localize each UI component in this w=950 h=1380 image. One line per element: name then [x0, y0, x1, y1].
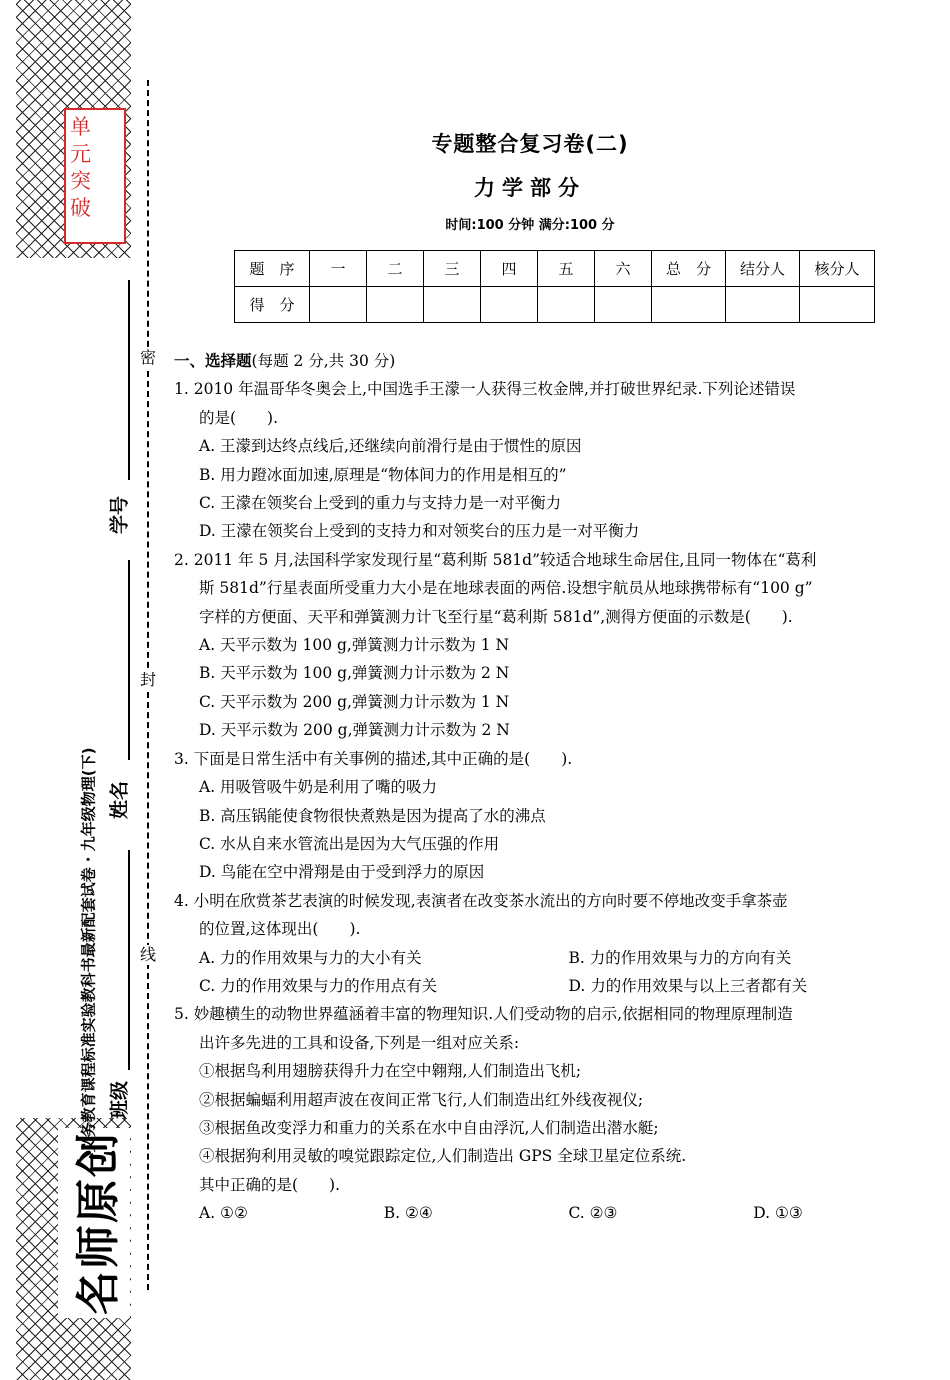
q5-option-c[interactable]: C. ②③ — [568, 1204, 618, 1223]
student-no-text: 学号 — [108, 495, 131, 535]
score-entry-cell[interactable] — [538, 287, 595, 323]
score-cell: 三 — [424, 251, 481, 287]
q5-option-b[interactable]: B. ②④ — [383, 1204, 433, 1223]
score-cell: 五 — [538, 251, 595, 287]
score-entry-cell[interactable] — [367, 287, 424, 323]
name-text: 姓名 — [108, 780, 131, 820]
q1-option-c[interactable]: C. 王濛在领奖台上受到的重力与支持力是一对平衡力 — [199, 494, 562, 513]
q5-option-a[interactable]: A. ①② — [199, 1204, 248, 1223]
score-cell: 核分人 — [800, 251, 875, 287]
section-heading — [174, 347, 938, 375]
q4-options-row1 — [174, 944, 938, 972]
score-cell: 结分人 — [726, 251, 800, 287]
q2-option-c[interactable]: C. 天平示数为 200 g,弹簧测力计示数为 1 N — [199, 692, 510, 711]
score-cell: 六 — [595, 251, 652, 287]
score-entry-cell[interactable] — [310, 287, 367, 323]
score-entry-cell[interactable] — [800, 287, 875, 323]
q4-option-b[interactable]: B. 力的作用效果与力的方向有关 — [568, 948, 792, 967]
section-title: 一、选择题 — [174, 352, 252, 370]
score-table — [234, 250, 875, 323]
q1-stem: 1. 2010 年温哥华冬奥会上,中国选手王濛一人获得三枚金牌,并打破世界纪录.下列论述错误 — [174, 380, 796, 399]
question-content — [174, 347, 938, 1228]
score-entry-cell[interactable] — [424, 287, 481, 323]
q5-statement-4: ④根据狗利用灵敏的嗅觉跟踪定位,人们制造出 GPS 全球卫星定位系统. — [199, 1147, 687, 1166]
unit-stamp-text: 单元突破 — [70, 115, 91, 220]
q4-stem-cont: 的位置,这体现出( ). — [199, 920, 361, 939]
score-cell: 一 — [310, 251, 367, 287]
q5-statement-2: ②根据蝙蝠利用超声波在夜间正常飞行,人们制造出红外线夜视仪; — [199, 1090, 644, 1109]
score-cell: 四 — [481, 251, 538, 287]
score-cell: 总 分 — [652, 251, 726, 287]
q3-option-a[interactable]: A. 用吸管吸牛奶是利用了嘴的吸力 — [199, 778, 438, 797]
q1-option-a[interactable]: A. 王濛到达终点线后,还继续向前滑行是由于惯性的原因 — [199, 437, 582, 456]
score-row-label: 得 分 — [235, 287, 310, 323]
class-line — [128, 850, 130, 1070]
q1-stem-cont: 的是( ). — [199, 408, 279, 427]
score-entry-cell[interactable] — [652, 287, 726, 323]
student-no-line — [128, 280, 130, 480]
score-table-score-row — [235, 287, 875, 323]
q1-option-d[interactable]: D. 王濛在领奖台上受到的支持力和对领奖台的压力是一对平衡力 — [199, 522, 640, 541]
score-entry-cell[interactable] — [481, 287, 538, 323]
q2-stem-cont2: 字样的方便面、天平和弹簧测力计飞至行星“葛利斯 581d”,测得方便面的示数是( ). — [199, 607, 793, 626]
score-entry-cell[interactable] — [726, 287, 800, 323]
q5-statement-1: ①根据鸟利用翅膀获得升力在空中翱翔,人们制造出飞机; — [199, 1062, 582, 1081]
q2-option-d[interactable]: D. 天平示数为 200 g,弹簧测力计示数为 2 N — [199, 721, 510, 740]
q4-option-d[interactable]: D. 力的作用效果与以上三者都有关 — [568, 976, 808, 995]
q4-option-a[interactable]: A. 力的作用效果与力的大小有关 — [199, 948, 422, 967]
q2-stem-cont: 斯 581d”行星表面所受重力大小是在地球表面的两倍.设想宇航员从地球携带标有“100 g” — [199, 579, 813, 598]
seal-feng: 封 — [139, 670, 156, 689]
page-subtitle: 力学部分 — [474, 176, 586, 200]
q4-stem: 4. 小明在欣赏茶艺表演的时候发现,表演者在改变茶水流出的方向时要不停地改变手拿茶壶 — [174, 891, 788, 910]
q5-statement-3: ③根据鱼改变浮力和重力的关系在水中自由浮沉,人们制造出潜水艇; — [199, 1118, 659, 1137]
brand-logo — [58, 1128, 130, 1318]
q5-stem-cont: 出许多先进的工具和设备,下列是一组对应关系: — [199, 1033, 520, 1052]
q2-option-a[interactable]: A. 天平示数为 100 g,弹簧测力计示数为 1 N — [199, 636, 510, 655]
score-cell: 二 — [367, 251, 424, 287]
unit-stamp — [64, 108, 126, 244]
series-text: 义务教育课程标准实验教科书最新配套试卷 · 九年级物理(下) — [79, 747, 98, 1153]
page-title: 专题整合复习卷(二) — [431, 132, 629, 156]
section-note: (每题 2 分,共 30 分) — [251, 352, 396, 370]
score-cell: 题 序 — [235, 251, 310, 287]
score-table-header-row — [235, 251, 875, 287]
q5-option-d[interactable]: D. ①③ — [753, 1204, 803, 1223]
q5-options-row — [174, 1199, 938, 1227]
name-line — [128, 560, 130, 760]
q3-option-b[interactable]: B. 高压锅能使食物很快煮熟是因为提高了水的沸点 — [199, 806, 546, 825]
q3-option-c[interactable]: C. 水从自来水管流出是因为大气压强的作用 — [199, 834, 500, 853]
q4-option-c[interactable]: C. 力的作用效果与力的作用点有关 — [199, 976, 438, 995]
q4-options-row2 — [174, 972, 938, 1000]
q5-ask: 其中正确的是( ). — [199, 1175, 341, 1194]
q5-stem: 5. 妙趣横生的动物世界蕴涵着丰富的物理知识.人们受动物的启示,依据相同的物理原理制造 — [174, 1005, 793, 1024]
class-text: 班级 — [108, 1080, 131, 1120]
q1-option-b[interactable]: B. 用力蹬冰面加速,原理是“物体间力的作用是相互的” — [199, 465, 567, 484]
score-entry-cell[interactable] — [595, 287, 652, 323]
seal-mi: 密 — [139, 348, 156, 367]
time-info: 时间:100 分钟 满分:100 分 — [445, 218, 615, 233]
q3-stem: 3. 下面是日常生活中有关事例的描述,其中正确的是( ). — [174, 749, 573, 768]
q3-option-d[interactable]: D. 鸟能在空中滑翔是由于受到浮力的原因 — [199, 863, 485, 882]
brand-text: 名师原创 — [73, 1131, 124, 1315]
q2-stem: 2. 2011 年 5 月,法国科学家发现行星“葛利斯 581d”较适合地球生命居住,且同一物体在“葛利 — [174, 550, 817, 569]
seal-xian: 线 — [139, 945, 156, 964]
q2-option-b[interactable]: B. 天平示数为 100 g,弹簧测力计示数为 2 N — [199, 664, 510, 683]
